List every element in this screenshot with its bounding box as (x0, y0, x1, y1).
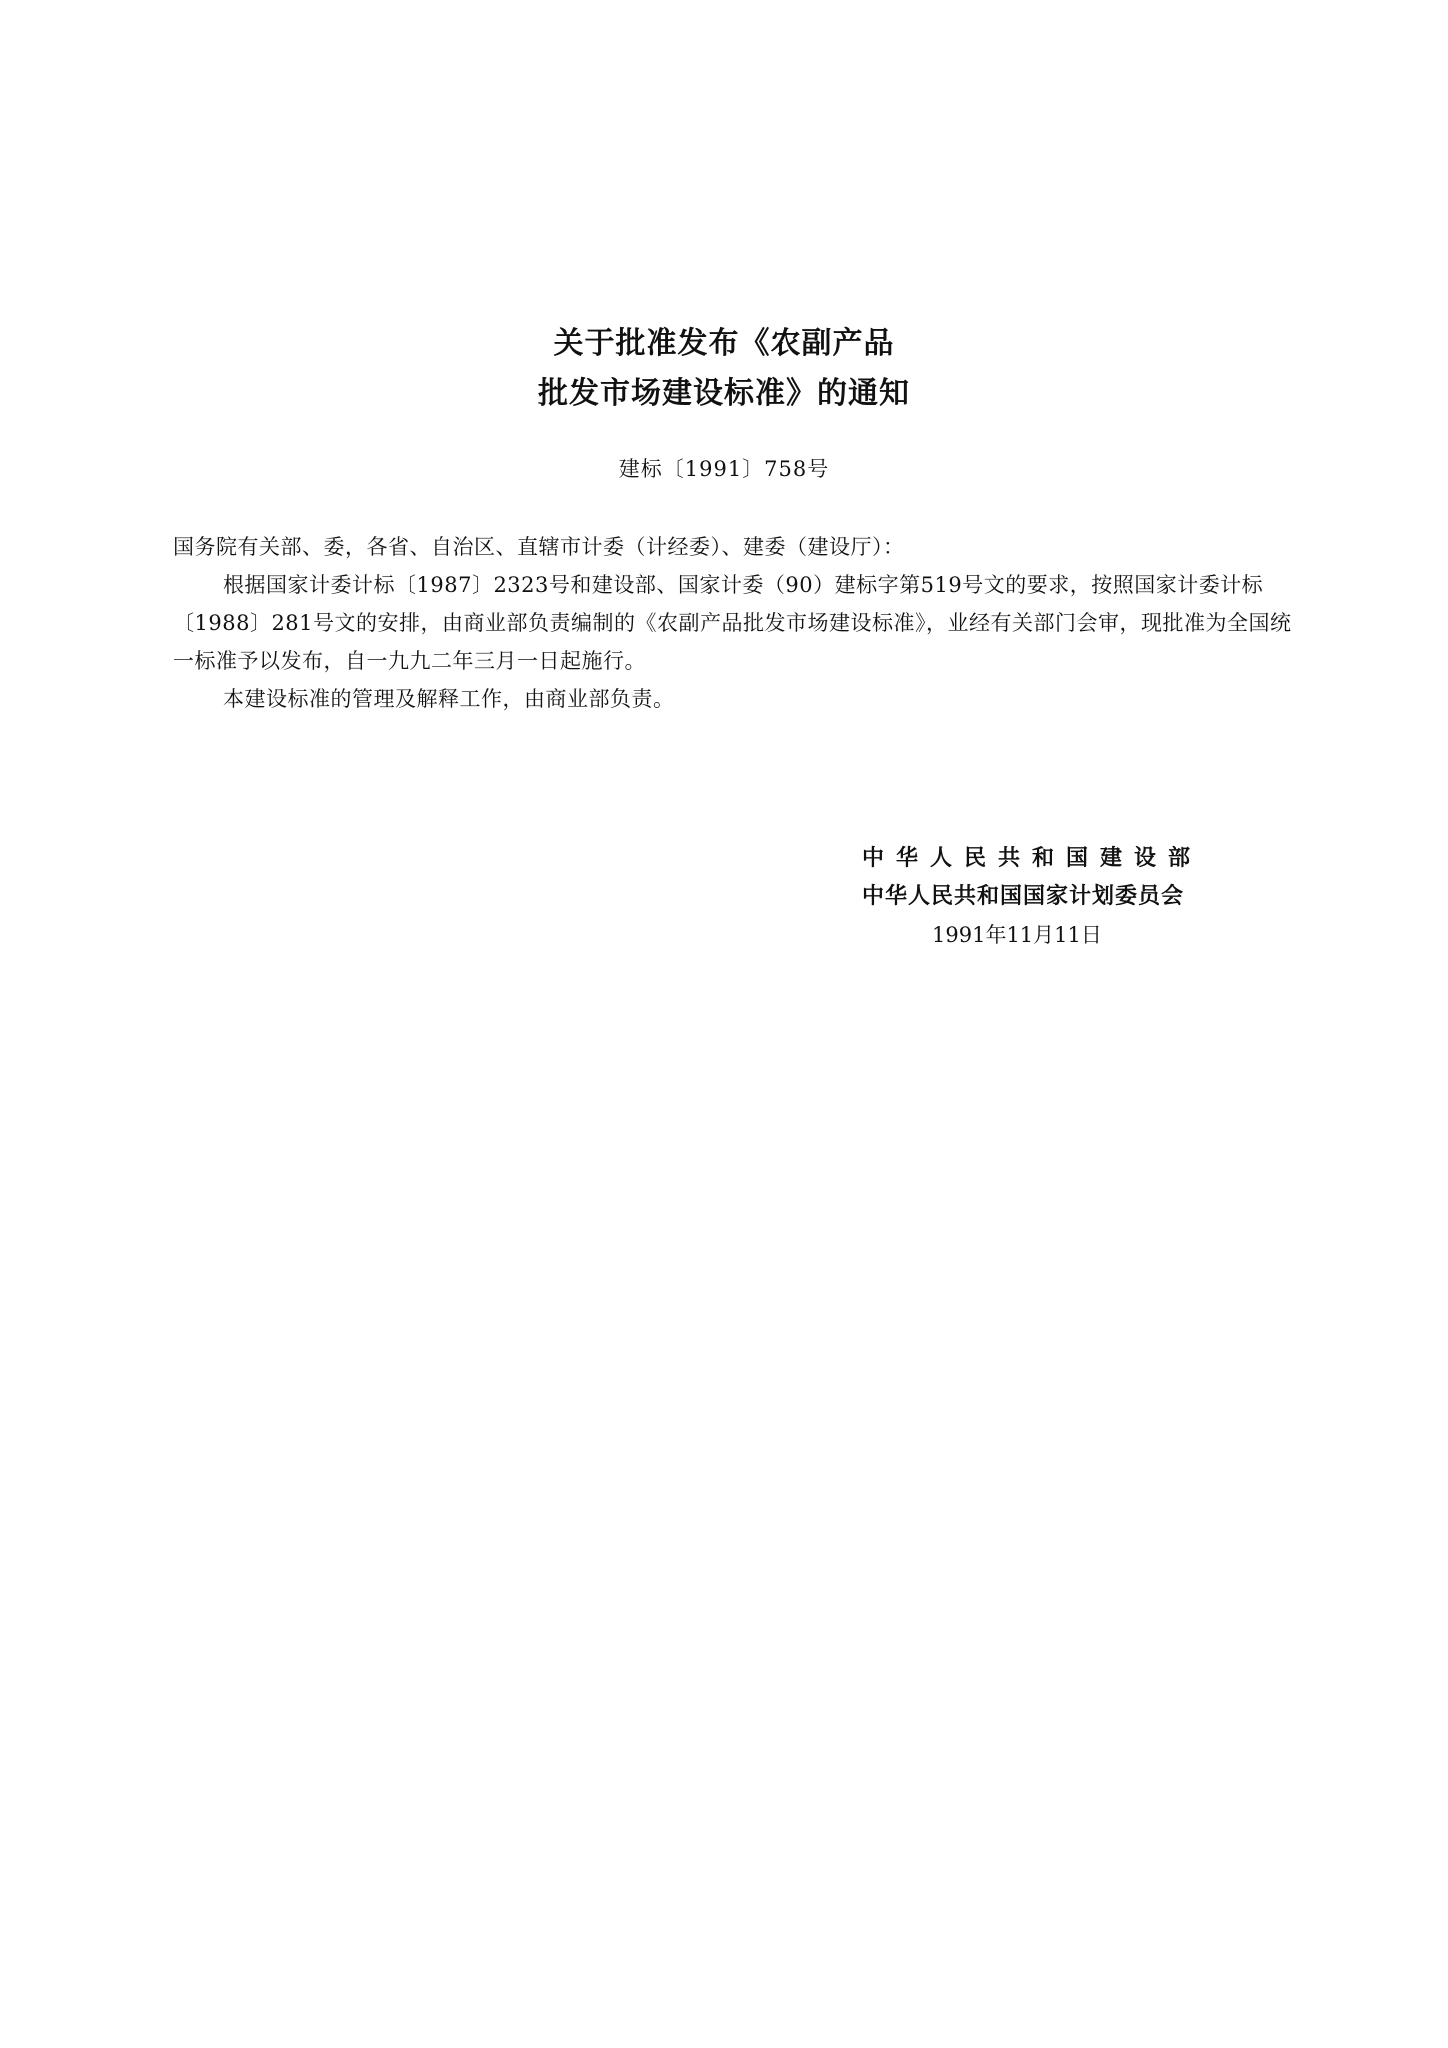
issuer-ministry-of-construction: 中华人民共和国建设部 (862, 846, 1203, 871)
body-paragraph-1: 根据国家计委计标〔1987〕2323号和建设部、国家计委（90）建标字第519号文的要求，按照国家计委计标〔1988〕281号文的安排，由商业部负责编制的《农副产品批发市场建设标准》，业经有关部门会审，现批准为全国统一标准予以发布，自一九九二年三月一日起施行。 (173, 573, 1292, 673)
notice-title-line-2: 批发市场建设标准》的通知 (538, 376, 910, 411)
document-number: 建标〔1991〕758号 (618, 457, 830, 481)
notice-title-line-1: 关于批准发布《农副产品 (553, 326, 895, 361)
issuer-state-planning-commission: 中华人民共和国国家计划委员会 (862, 884, 1185, 909)
notice-body (173, 528, 1303, 718)
issue-date: 1991年11月11日 (932, 923, 1102, 947)
addressee-line: 国务院有关部、委，各省、自治区、直辖市计委（计经委）、建委（建设厅）： (173, 535, 905, 559)
signature-block (862, 840, 1262, 954)
body-paragraph-2: 本建设标准的管理及解释工作，由商业部负责。 (223, 687, 675, 711)
